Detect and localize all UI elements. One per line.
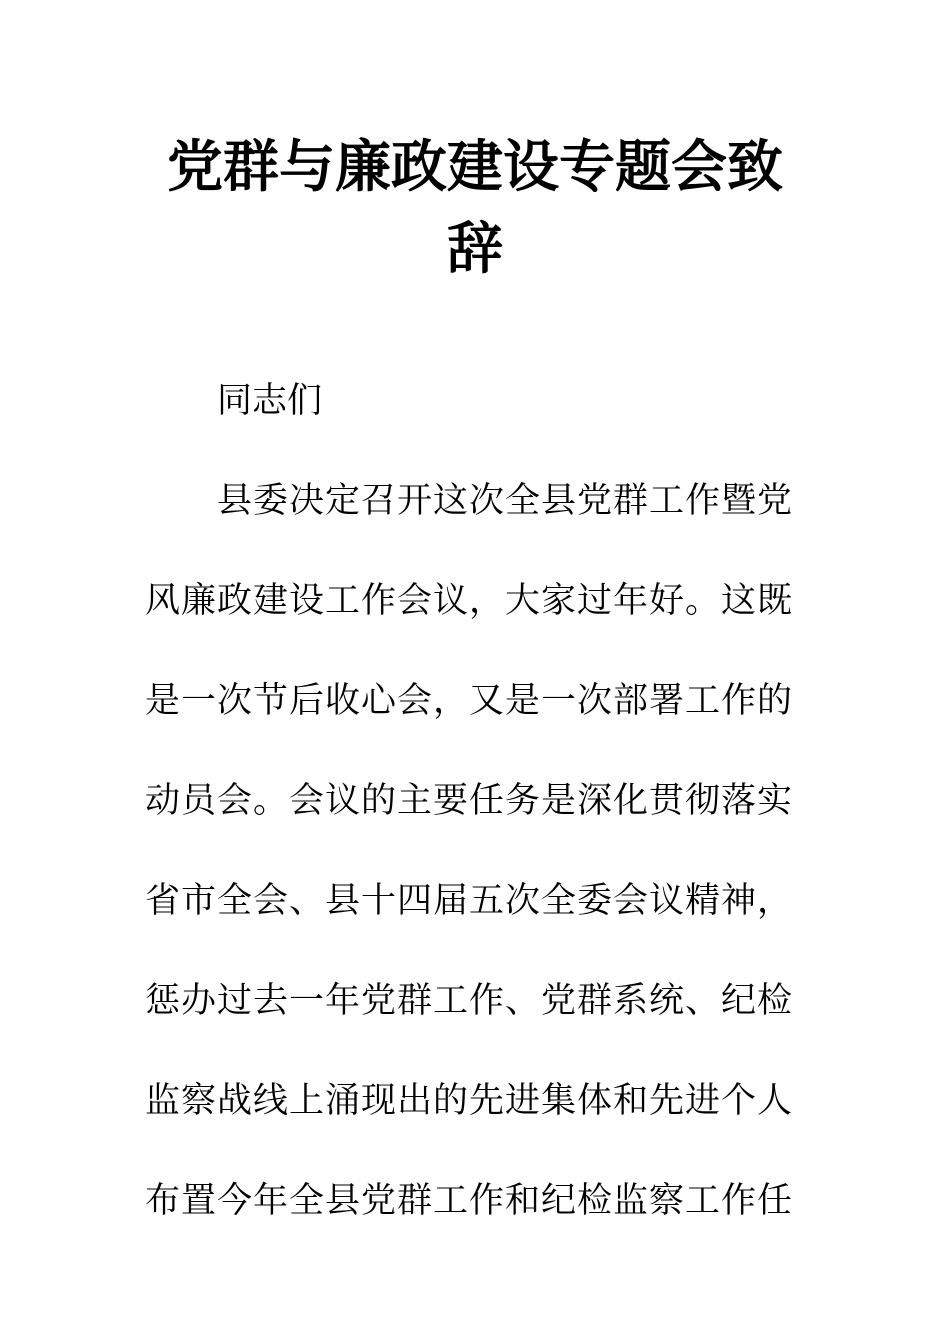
- title-line-2: 辞: [447, 216, 503, 282]
- paragraph-line: 布置今年全县党群工作和纪检监察工作任: [145, 1181, 794, 1221]
- salutation: 同志们: [217, 381, 323, 421]
- paragraph-line: 是一次节后收心会，又是一次部署工作的: [145, 681, 794, 721]
- paragraph-line: 风廉政建设工作会议，大家过年好。这既: [145, 581, 794, 621]
- document-title: [145, 126, 805, 290]
- paragraph-line: 省市全会、县十四届五次全委会议精神，: [145, 881, 794, 921]
- paragraph-line: 监察战线上涌现出的先进集体和先进个人: [145, 1081, 794, 1121]
- paragraph-line: 惩办过去一年党群工作、党群系统、纪检: [145, 981, 794, 1021]
- paragraph-line: 县委决定召开这次全县党群工作暨党: [217, 481, 794, 521]
- paragraph-line: 动员会。会议的主要任务是深化贯彻落实: [145, 781, 794, 821]
- title-line-1: 党群与廉政建设专题会致: [167, 134, 783, 200]
